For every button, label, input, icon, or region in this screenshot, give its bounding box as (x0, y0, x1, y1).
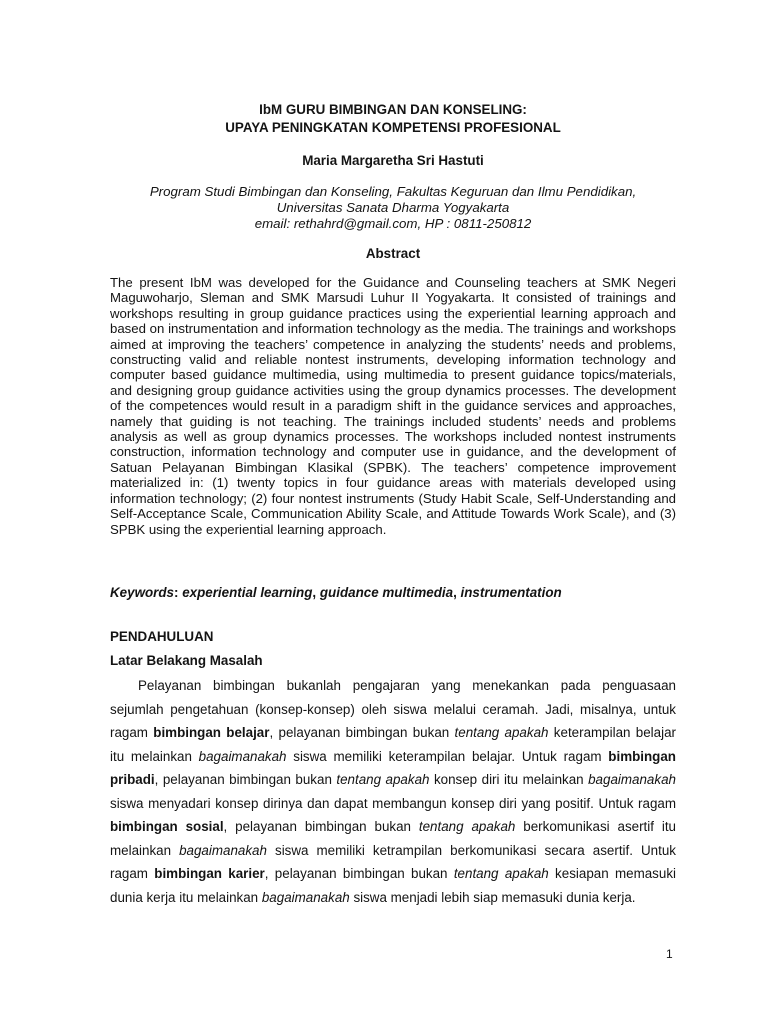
keyword-2: guidance multimedia (319, 585, 454, 600)
text-run: berkomunikasi asertif itu melainkan (110, 819, 676, 858)
emphasis-italic: bagaimanakah (261, 889, 350, 905)
emphasis-bold: bimbingan karier (154, 866, 265, 881)
emphasis-italic: tentang apakah (418, 819, 516, 834)
text-run: keterampilan belajar itu melainkan (110, 725, 676, 764)
keywords-sep-1: : (174, 585, 183, 600)
abstract-text: The present IbM was developed for the Guidance and Counseling teachers at SMK Negeri Maguwoharjo, Sleman and SMK Marsudi Luhur II Yogyakarta. It consisted of trainings and workshops resulting in group guidance practices using the experiential learning approach and based on instrumentation and information technology as the media. The trainings and workshops aimed at improving the teachers’ competence in analyzing the students’ needs and problems, constructing valid and reliable nontest instruments, developing information technology and computer based guidance multimedia, using multimedia to present guidance topics/materials, and designing group guidance activities using the group dynamics processes. The development of the competences would result in a paradigm shift in the guidance services and approaches, namely that guiding is not teaching. The trainings included students’ needs and problems analysis as well as group dynamics processes. The workshops included nontest instruments construction, information technology and computer use in guidance, and the development of Satuan Pelayanan Bimbingan Klasikal (SPBK). The teachers’ competence improvement materialized in: (1) twenty topics in four guidance areas with materials developed using information technology; (2) four nontest instruments (Study Habit Scale, Self-Understanding and Self-Acceptance Scale, Communication Ability Scale, and Attitude Towards Work Scale), and (3) SPBK using the experiential learning approach. (110, 275, 676, 537)
emphasis-bold: bimbingan pribadi (110, 748, 676, 787)
author-affiliation (110, 184, 676, 232)
text-run: siswa memiliki ketrampilan berkomunikasi secara asertif. Untuk ragam (110, 842, 676, 881)
affiliation-line-1: Program Studi Bimbingan dan Konseling, Fakultas Keguruan dan Ilmu Pendidikan, (149, 184, 637, 199)
keywords (110, 584, 676, 602)
abstract-heading: Abstract (365, 246, 421, 261)
emphasis-italic: bagaimanakah (588, 772, 676, 787)
emphasis-italic: tentang apakah (336, 772, 430, 787)
text-run: konsep diri itu melainkan (429, 772, 589, 787)
emphasis-bold: bimbingan belajar (153, 725, 270, 740)
emphasis-bold: bimbingan sosial (110, 819, 224, 834)
emphasis-italic: bagaimanakah (198, 748, 287, 764)
text-run: , pelayanan bimbingan bukan (223, 819, 419, 834)
text-run: , pelayanan bimbingan bukan (264, 866, 454, 881)
keywords-label: Keywords (110, 585, 174, 600)
text-run: siswa memiliki keterampilan belajar. Untuk ragam (286, 748, 609, 764)
section-heading: PENDAHULUAN (110, 629, 214, 644)
text-run: siswa menyadari konsep dirinya dan dapat membangun konsep diri yang positif. Untuk ragam (110, 795, 676, 811)
affiliation-contact: email: rethahrd@gmail.com, HP : 0811-250812 (254, 216, 532, 231)
author-name: Maria Margaretha Sri Hastuti (302, 153, 484, 168)
keywords-sep-3: , (453, 585, 461, 600)
emphasis-italic: tentang apakah (453, 866, 549, 881)
emphasis-italic: bagaimanakah (179, 842, 267, 858)
affiliation-line-2: Universitas Sanata Dharma Yogyakarta (276, 200, 510, 215)
paper-title (110, 101, 676, 137)
page-number: 1 (666, 947, 673, 961)
keyword-3: instrumentation (460, 585, 562, 600)
title-line-2: UPAYA PENINGKATAN KOMPETENSI PROFESIONAL (225, 120, 561, 135)
emphasis-italic: tentang apakah (454, 725, 549, 740)
body-paragraph (110, 674, 676, 909)
subsection-heading: Latar Belakang Masalah (110, 653, 263, 668)
keywords-sep-2: , (312, 585, 320, 600)
text-run: Pelayanan bimbingan bukanlah pengajaran yang menekankan pada penguasaan sejumlah pengetahuan (konsep-konsep) oleh siswa melalui ceramah. Jadi, misalnya, untuk ragam (110, 678, 676, 740)
text-run: , pelayanan bimbingan bukan (154, 772, 337, 787)
text-run: , pelayanan bimbingan bukan (269, 725, 455, 740)
text-run: kesiapan memasuki dunia kerja itu melainkan (110, 866, 676, 905)
text-run: siswa menjadi lebih siap memasuki dunia kerja. (349, 889, 636, 905)
keyword-1: experiential learning (182, 585, 313, 600)
title-line-1: IbM GURU BIMBINGAN DAN KONSELING: (259, 102, 527, 117)
